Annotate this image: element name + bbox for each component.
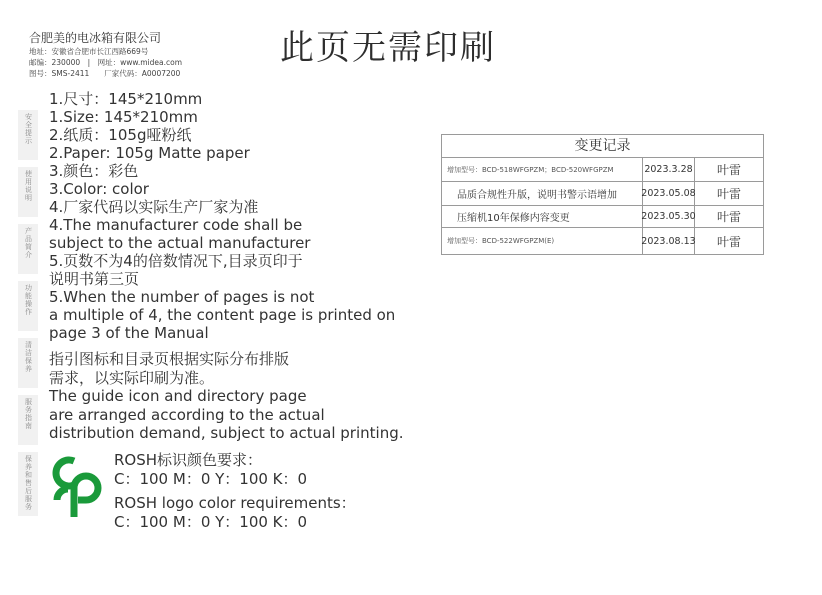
sidebar-tab: [18, 338, 38, 388]
sidebar-tab-label: 清洁保养: [24, 341, 33, 373]
spec-line: 5.页数不为4的倍数情况下,目录页印于: [49, 252, 303, 270]
guide-line: 指引图标和目录页根据实际分布排版: [49, 350, 290, 368]
spec-line: 5.When the number of pages is not: [49, 288, 315, 306]
rosh-cn-cmyk: C：100 M：0 Y：100 K：0: [114, 469, 308, 488]
change-date-cell: 2023.05.08: [643, 182, 695, 205]
spec-line: 1.尺寸：145*210mm: [49, 90, 203, 108]
spec-list: [49, 90, 419, 342]
spec-line: 说明书第三页: [49, 270, 140, 288]
sidebar-tab-label: 服务指南: [24, 398, 33, 430]
table-row: [442, 182, 763, 206]
change-record-table: [441, 134, 764, 255]
sidebar-tabs: [18, 110, 38, 523]
change-name-cell: 叶雷: [716, 234, 741, 249]
rosh-en-title: ROSH logo color requirements：: [114, 494, 356, 512]
rosh-logo-icon: [48, 455, 104, 521]
rosh-cn-title: ROSH标识颜色要求：: [114, 451, 263, 469]
change-name-cell: 叶雷: [716, 210, 741, 224]
sidebar-tab: [18, 452, 38, 516]
guide-line: 需求，以实际印刷为准。: [49, 368, 215, 387]
change-desc-cell: 品质合规性升版，说明书警示语增加: [442, 182, 643, 205]
change-date-cell: 2023.08.13: [643, 228, 695, 254]
rosh-en-cmyk: C：100 M：0 Y：100 K：0: [114, 512, 308, 531]
sidebar-tab-label: 安全提示: [24, 113, 33, 145]
company-postcode-web: 邮编：230000 | 网址：www.midea.com: [29, 58, 183, 67]
sidebar-tab: [18, 395, 38, 445]
sidebar-tab: [18, 167, 38, 217]
spec-line: 4.厂家代码以实际生产厂家为准: [49, 198, 259, 216]
sidebar-tab: [18, 281, 38, 331]
guide-note: [49, 350, 419, 443]
sidebar-tab-label: 产品简介: [24, 227, 33, 259]
company-info: [29, 30, 259, 79]
spec-line: 3.颜色：彩色: [49, 162, 139, 180]
change-desc-cell: 增加型号：BCD-518WFGPZM；BCD-520WFGPZM: [442, 158, 643, 181]
spec-line: page 3 of the Manual: [49, 324, 209, 342]
table-row: [442, 206, 763, 228]
change-name-cell: 叶雷: [716, 187, 741, 201]
table-row: [442, 228, 763, 254]
spec-line: 3.Color: color: [49, 180, 149, 198]
change-date-cell: 2023.3.28: [643, 158, 695, 181]
sidebar-tab-label: 使用说明: [24, 170, 33, 202]
sidebar-tab: [18, 224, 38, 274]
page-title: 此页无需印刷: [280, 28, 496, 68]
sidebar-tab-label: 保养和售后服务: [24, 455, 33, 511]
rosh-requirements: [114, 451, 356, 531]
change-record-title: 变更记录: [442, 135, 763, 158]
company-name: 合肥美的电冰箱有限公司: [29, 31, 162, 45]
spec-line: 4.The manufacturer code shall be: [49, 216, 303, 234]
change-name-cell: 叶雷: [716, 163, 741, 177]
company-address: 地址：安徽省合肥市长江西路669号: [29, 47, 149, 56]
sidebar-tab-label: 功能操作: [24, 284, 33, 316]
change-date-cell: 2023.05.30: [643, 206, 695, 227]
spec-line: a multiple of 4, the content page is printed on: [49, 306, 396, 324]
spec-line: 1.Size: 145*210mm: [49, 108, 198, 126]
change-desc-cell: 增加型号：BCD-522WFGPZM(E): [442, 228, 643, 254]
guide-line: are arranged according to the actual: [49, 405, 325, 424]
guide-line: distribution demand, subject to actual printing.: [49, 424, 404, 442]
sidebar-tab: [18, 110, 38, 160]
change-desc-cell: 压缩机10年保修内容变更: [442, 206, 643, 227]
table-row: [442, 158, 763, 182]
guide-line: The guide icon and directory page: [49, 387, 307, 405]
spec-line: 2.纸质：105g哑粉纸: [49, 126, 192, 144]
company-code-line: 图号：SMS-2411 厂家代码：A0007200: [29, 69, 181, 78]
spec-line: 2.Paper: 105g Matte paper: [49, 144, 250, 162]
spec-line: subject to the actual manufacturer: [49, 234, 311, 252]
